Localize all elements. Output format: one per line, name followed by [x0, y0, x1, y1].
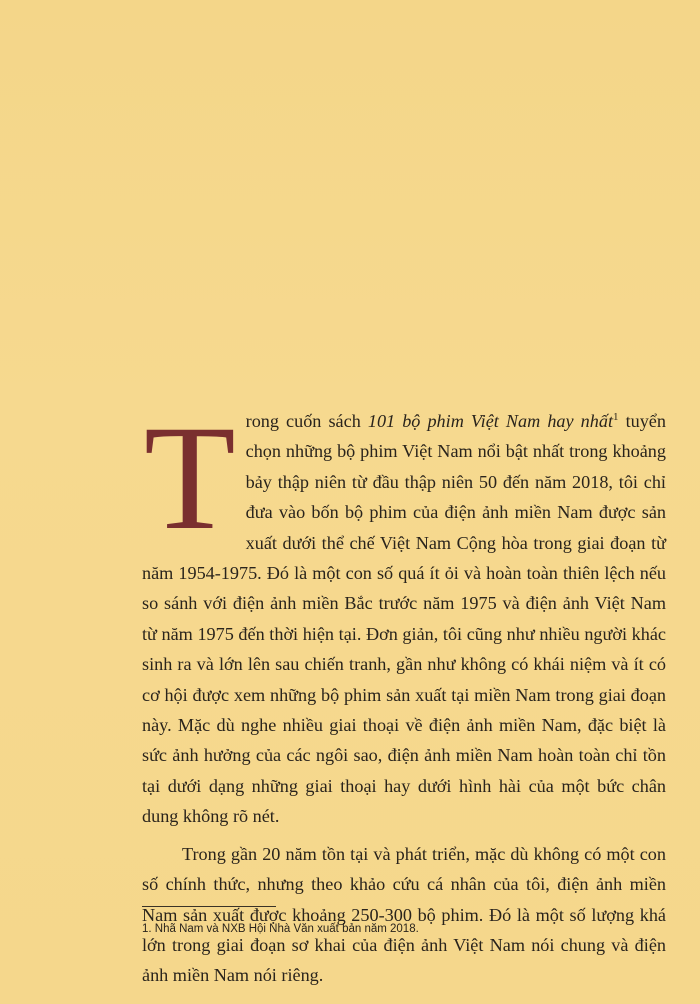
footnote-reference: 1 — [613, 410, 619, 423]
paragraph-1-lead: rong cuốn sách — [245, 411, 368, 431]
footnote: 1. Nhã Nam và NXB Hội Nhà Văn xuất bản năm 2018. — [142, 923, 419, 935]
body-text — [142, 395, 666, 991]
paragraph-1 — [142, 395, 666, 832]
paragraph-1-rest: tuyển chọn những bộ phim Việt Nam nổi bật nhất trong khoảng bảy thập niên từ đầu thập niên 50 đến năm 2018, tôi chỉ đưa vào bốn bộ phim của điện ảnh miền Nam được sản xuất dưới thể chế Việt Nam Cộng hòa trong giai đoạn từ năm 1954-1975. Đó là một con số quá ít ỏi và hoàn toàn thiên lệch nếu so sánh với điện ảnh miền Bắc trước năm 1975 và điện ảnh Việt Nam từ năm 1975 đến thời hiện tại. Đơn giản, tôi cũng như nhiều người khác sinh ra và lớn lên sau chiến tranh, gần như không có khái niệm và ít có cơ hội được xem những bộ phim sản xuất tại miền Nam trong giai đoạn này. Mặc dù nghe nhiều giai thoại về điện ảnh miền Nam, đặc biệt là sức ảnh hưởng của các ngôi sao, điện ảnh miền Nam hoàn toàn chỉ tồn tại dưới dạng những giai thoại hay dưới hình hài của một bức chân dung không rõ nét. — [142, 411, 666, 827]
book-title: 101 bộ phim Việt Nam hay nhất — [367, 411, 613, 431]
footnote-divider — [142, 906, 276, 907]
paragraph-2: Trong gần 20 năm tồn tại và phát triển, mặc dù không có một con số chính thức, nhưng theo khảo cứu cá nhân của tôi, điện ảnh miền Nam sản xuất được khoảng 250-300 bộ phim. Đó là một số lượng khá lớn trong giai đoạn sơ khai của điện ảnh Việt Nam nói chung và điện ảnh miền Nam nói riêng. — [142, 843, 666, 986]
drop-cap: T — [144, 395, 236, 561]
